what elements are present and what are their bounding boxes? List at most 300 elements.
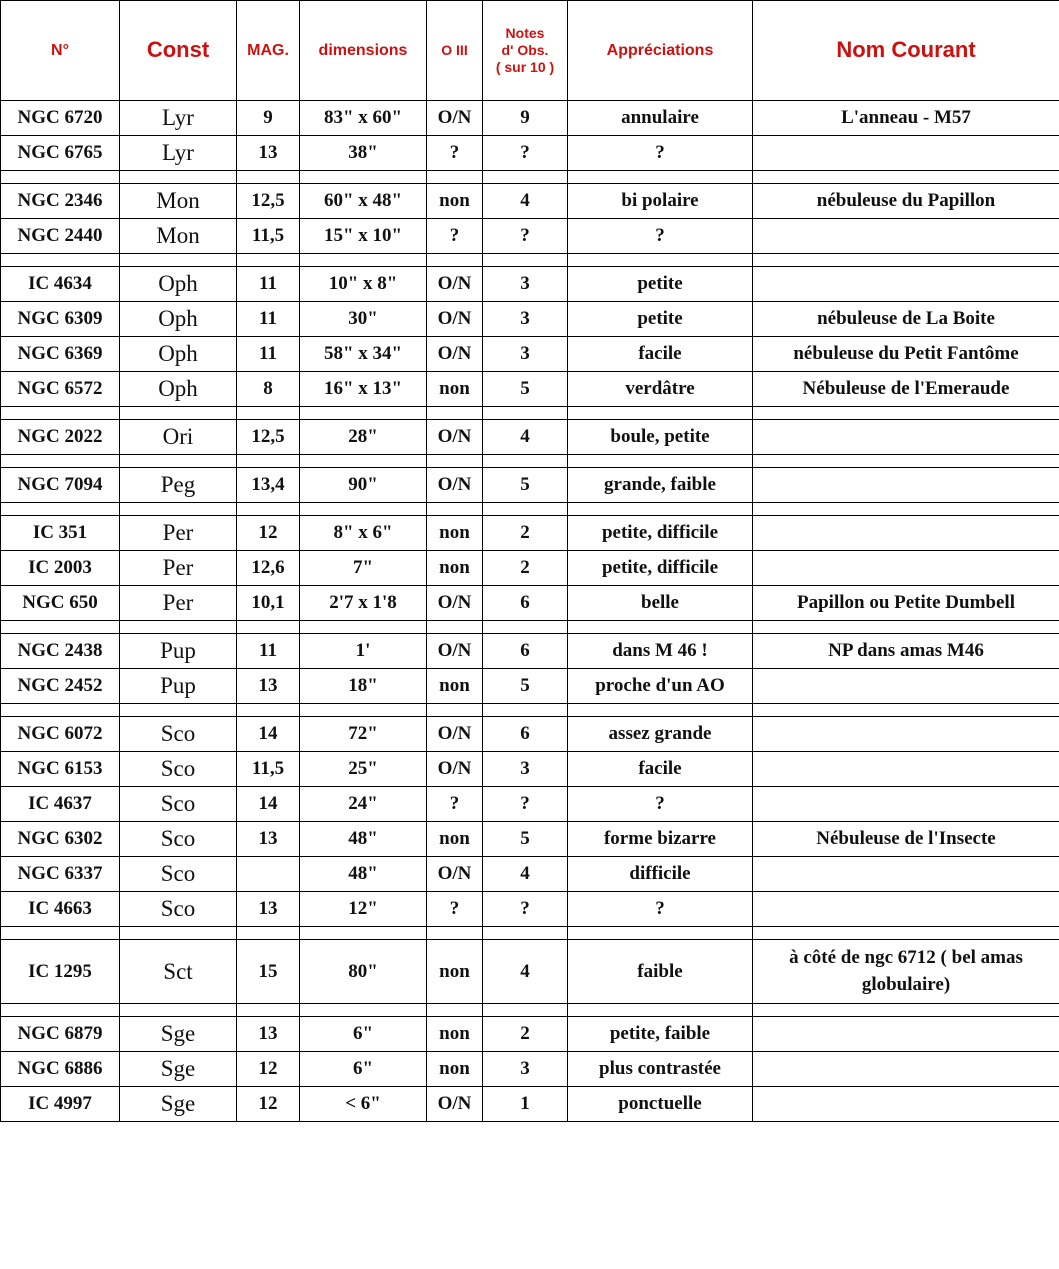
cell-const: Pup [120,634,237,669]
cell-dimensions: < 6" [300,1087,427,1122]
cell-dimensions: 10" x 8" [300,267,427,302]
cell-dimensions: 58" x 34" [300,337,427,372]
cell-dimensions: 2'7 x 1'8 [300,586,427,621]
cell-const: Sco [120,892,237,927]
cell-dimensions: 6" [300,1052,427,1087]
cell-dimensions: 72" [300,717,427,752]
cell-nom-courant: L'anneau - M57 [753,101,1059,136]
cell-note: 4 [483,857,568,892]
table-row [1,372,1059,407]
cell-dimensions: 38" [300,136,427,171]
cell-dimensions: 16" x 13" [300,372,427,407]
cell-note: 3 [483,1052,568,1087]
table-row [1,420,1059,455]
cell-nom-courant: Papillon ou Petite Dumbell [753,586,1059,621]
cell-dimensions: 90" [300,468,427,503]
cell-oiii: O/N [427,302,483,337]
cell-const: Sco [120,752,237,787]
cell-mag: 11,5 [237,219,300,254]
cell-note: 6 [483,586,568,621]
table-row [1,717,1059,752]
group-separator-row [1,927,1059,940]
table-row [1,551,1059,586]
group-separator-row [1,503,1059,516]
cell-num: NGC 2022 [1,420,120,455]
table-row [1,267,1059,302]
cell-note: 2 [483,1017,568,1052]
separator-cell [483,621,568,634]
separator-cell [753,254,1059,267]
cell-dimensions: 6" [300,1017,427,1052]
separator-cell [427,927,483,940]
cell-note: 6 [483,634,568,669]
separator-cell [237,621,300,634]
separator-cell [300,455,427,468]
cell-const: Lyr [120,136,237,171]
cell-appreciation: petite, faible [568,1017,753,1052]
separator-cell [427,455,483,468]
separator-cell [427,621,483,634]
cell-appreciation: facile [568,752,753,787]
separator-cell [483,171,568,184]
separator-cell [568,171,753,184]
cell-num: NGC 6309 [1,302,120,337]
cell-mag: 12,6 [237,551,300,586]
cell-oiii: non [427,516,483,551]
cell-note: 9 [483,101,568,136]
cell-num: IC 4663 [1,892,120,927]
separator-cell [753,621,1059,634]
cell-nom-courant [753,468,1059,503]
separator-cell [1,1004,120,1017]
cell-note: 3 [483,267,568,302]
cell-const: Per [120,516,237,551]
separator-cell [568,927,753,940]
cell-oiii: O/N [427,857,483,892]
cell-const: Sco [120,787,237,822]
group-separator-row [1,407,1059,420]
separator-cell [568,1004,753,1017]
cell-nom-courant [753,669,1059,704]
separator-cell [120,927,237,940]
separator-cell [120,621,237,634]
cell-nom-courant [753,551,1059,586]
table-row [1,892,1059,927]
cell-mag: 14 [237,787,300,822]
cell-num: NGC 6720 [1,101,120,136]
cell-dimensions: 28" [300,420,427,455]
cell-num: NGC 6765 [1,136,120,171]
cell-mag: 13,4 [237,468,300,503]
cell-oiii: O/N [427,634,483,669]
group-separator-row [1,704,1059,717]
cell-const: Sco [120,857,237,892]
cell-oiii: ? [427,787,483,822]
cell-const: Sco [120,822,237,857]
cell-oiii: O/N [427,717,483,752]
separator-cell [237,1004,300,1017]
separator-cell [1,407,120,420]
table-row [1,337,1059,372]
cell-note: 5 [483,372,568,407]
separator-cell [1,927,120,940]
separator-cell [120,1004,237,1017]
cell-num: IC 351 [1,516,120,551]
cell-mag: 11 [237,302,300,337]
cell-dimensions: 80" [300,940,427,1004]
separator-cell [1,621,120,634]
cell-nom-courant [753,267,1059,302]
cell-num: NGC 7094 [1,468,120,503]
cell-note: 1 [483,1087,568,1122]
cell-appreciation: ponctuelle [568,1087,753,1122]
cell-note: 5 [483,822,568,857]
cell-appreciation: plus contrastée [568,1052,753,1087]
cell-oiii: O/N [427,752,483,787]
table-row [1,634,1059,669]
cell-appreciation: dans M 46 ! [568,634,753,669]
cell-note: 5 [483,468,568,503]
cell-note: 3 [483,752,568,787]
separator-cell [120,254,237,267]
cell-const: Oph [120,302,237,337]
cell-appreciation: boule, petite [568,420,753,455]
group-separator-row [1,621,1059,634]
cell-appreciation: assez grande [568,717,753,752]
cell-note: ? [483,136,568,171]
cell-const: Sge [120,1052,237,1087]
cell-nom-courant [753,219,1059,254]
separator-cell [427,171,483,184]
separator-cell [427,254,483,267]
cell-appreciation: proche d'un AO [568,669,753,704]
cell-dimensions: 48" [300,857,427,892]
header-nom-courant: Nom Courant [753,1,1059,101]
separator-cell [1,503,120,516]
separator-cell [568,407,753,420]
separator-cell [120,455,237,468]
cell-mag: 11 [237,337,300,372]
table-row [1,787,1059,822]
cell-appreciation: bi polaire [568,184,753,219]
separator-cell [483,254,568,267]
separator-cell [237,704,300,717]
separator-cell [568,704,753,717]
separator-cell [237,254,300,267]
cell-oiii: ? [427,892,483,927]
header-mag: MAG. [237,1,300,101]
separator-cell [237,171,300,184]
cell-mag: 12 [237,516,300,551]
separator-cell [1,455,120,468]
separator-cell [753,1004,1059,1017]
header-oiii: O III [427,1,483,101]
separator-cell [753,503,1059,516]
table-row [1,822,1059,857]
cell-dimensions: 7" [300,551,427,586]
table-row [1,184,1059,219]
cell-num: NGC 2440 [1,219,120,254]
cell-appreciation: petite [568,267,753,302]
cell-const: Lyr [120,101,237,136]
cell-const: Sct [120,940,237,1004]
separator-cell [120,503,237,516]
cell-dimensions: 25" [300,752,427,787]
cell-dimensions: 83" x 60" [300,101,427,136]
separator-cell [753,455,1059,468]
cell-mag: 12,5 [237,420,300,455]
cell-nom-courant: NP dans amas M46 [753,634,1059,669]
cell-mag: 13 [237,136,300,171]
cell-appreciation: faible [568,940,753,1004]
cell-dimensions: 8" x 6" [300,516,427,551]
cell-mag: 9 [237,101,300,136]
table-row [1,136,1059,171]
cell-num: NGC 6302 [1,822,120,857]
separator-cell [483,455,568,468]
cell-note: 2 [483,551,568,586]
separator-cell [300,407,427,420]
cell-mag [237,857,300,892]
cell-nom-courant [753,857,1059,892]
cell-const: Sge [120,1017,237,1052]
cell-nom-courant [753,420,1059,455]
separator-cell [753,407,1059,420]
cell-appreciation: verdâtre [568,372,753,407]
cell-num: IC 4637 [1,787,120,822]
cell-num: NGC 6337 [1,857,120,892]
separator-cell [1,254,120,267]
cell-num: NGC 6072 [1,717,120,752]
separator-cell [237,927,300,940]
cell-oiii: non [427,1052,483,1087]
cell-mag: 10,1 [237,586,300,621]
cell-nom-courant: nébuleuse de La Boite [753,302,1059,337]
separator-cell [483,927,568,940]
cell-note: 6 [483,717,568,752]
separator-cell [483,704,568,717]
cell-dimensions: 1' [300,634,427,669]
cell-mag: 13 [237,1017,300,1052]
header-num: N° [1,1,120,101]
separator-cell [237,455,300,468]
cell-const: Oph [120,337,237,372]
table-row [1,302,1059,337]
header-appreciations: Appréciations [568,1,753,101]
separator-cell [753,927,1059,940]
cell-nom-courant [753,892,1059,927]
cell-nom-courant [753,752,1059,787]
cell-const: Mon [120,184,237,219]
cell-const: Oph [120,372,237,407]
table-row [1,1052,1059,1087]
cell-nom-courant: Nébuleuse de l'Insecte [753,822,1059,857]
cell-num: NGC 650 [1,586,120,621]
cell-appreciation: forme bizarre [568,822,753,857]
cell-dimensions: 12" [300,892,427,927]
cell-const: Mon [120,219,237,254]
cell-mag: 14 [237,717,300,752]
separator-cell [483,503,568,516]
table-row [1,752,1059,787]
cell-appreciation: ? [568,219,753,254]
header-const: Const [120,1,237,101]
cell-nom-courant: Nébuleuse de l'Emeraude [753,372,1059,407]
table-row [1,101,1059,136]
cell-appreciation: petite, difficile [568,551,753,586]
table-row [1,468,1059,503]
cell-num: NGC 6153 [1,752,120,787]
cell-oiii: non [427,551,483,586]
cell-num: NGC 2346 [1,184,120,219]
table-row [1,669,1059,704]
cell-oiii: non [427,940,483,1004]
separator-cell [427,407,483,420]
cell-mag: 13 [237,669,300,704]
cell-num: NGC 2438 [1,634,120,669]
cell-mag: 8 [237,372,300,407]
cell-dimensions: 15" x 10" [300,219,427,254]
cell-appreciation: ? [568,892,753,927]
cell-oiii: non [427,1017,483,1052]
header-dimensions: dimensions [300,1,427,101]
table-row [1,219,1059,254]
cell-oiii: O/N [427,1087,483,1122]
cell-appreciation: belle [568,586,753,621]
separator-cell [427,503,483,516]
separator-cell [300,621,427,634]
cell-num: NGC 6572 [1,372,120,407]
cell-note: 5 [483,669,568,704]
cell-mag: 12 [237,1087,300,1122]
cell-mag: 11 [237,634,300,669]
cell-num: IC 1295 [1,940,120,1004]
cell-num: NGC 6369 [1,337,120,372]
separator-cell [1,171,120,184]
cell-appreciation: petite, difficile [568,516,753,551]
cell-const: Per [120,551,237,586]
separator-cell [300,171,427,184]
separator-cell [483,1004,568,1017]
cell-num: IC 4634 [1,267,120,302]
cell-oiii: non [427,822,483,857]
cell-appreciation: facile [568,337,753,372]
cell-nom-courant: à côté de ngc 6712 ( bel amas globulaire) [753,940,1059,1004]
header-row [1,1,1059,101]
cell-appreciation: grande, faible [568,468,753,503]
cell-mag: 15 [237,940,300,1004]
cell-note: ? [483,219,568,254]
cell-num: NGC 2452 [1,669,120,704]
cell-nom-courant [753,1017,1059,1052]
cell-nom-courant [753,136,1059,171]
cell-dimensions: 30" [300,302,427,337]
cell-appreciation: ? [568,136,753,171]
separator-cell [753,704,1059,717]
cell-oiii: non [427,184,483,219]
cell-oiii: O/N [427,267,483,302]
cell-oiii: ? [427,136,483,171]
cell-nom-courant [753,516,1059,551]
cell-const: Pup [120,669,237,704]
table-body [1,101,1059,1122]
cell-mag: 11 [237,267,300,302]
table-row [1,516,1059,551]
separator-cell [427,704,483,717]
cell-const: Sco [120,717,237,752]
cell-note: ? [483,787,568,822]
table-row [1,857,1059,892]
cell-oiii: O/N [427,101,483,136]
cell-appreciation: difficile [568,857,753,892]
cell-note: 2 [483,516,568,551]
cell-note: 4 [483,420,568,455]
cell-appreciation: annulaire [568,101,753,136]
separator-cell [300,927,427,940]
cell-oiii: non [427,669,483,704]
separator-cell [300,254,427,267]
cell-note: 3 [483,337,568,372]
cell-appreciation: ? [568,787,753,822]
table-row [1,586,1059,621]
cell-oiii: O/N [427,337,483,372]
separator-cell [568,621,753,634]
group-separator-row [1,171,1059,184]
separator-cell [1,704,120,717]
cell-note: ? [483,892,568,927]
cell-oiii: ? [427,219,483,254]
separator-cell [300,503,427,516]
table-row [1,1087,1059,1122]
cell-dimensions: 60" x 48" [300,184,427,219]
cell-const: Peg [120,468,237,503]
separator-cell [237,503,300,516]
separator-cell [120,171,237,184]
separator-cell [427,1004,483,1017]
cell-dimensions: 18" [300,669,427,704]
separator-cell [120,407,237,420]
cell-nom-courant [753,717,1059,752]
cell-mag: 12 [237,1052,300,1087]
cell-dimensions: 24" [300,787,427,822]
cell-dimensions: 48" [300,822,427,857]
group-separator-row [1,455,1059,468]
separator-cell [300,704,427,717]
cell-mag: 13 [237,892,300,927]
group-separator-row [1,1004,1059,1017]
cell-note: 4 [483,184,568,219]
cell-num: NGC 6879 [1,1017,120,1052]
header-notes: Notes d' Obs. ( sur 10 ) [483,1,568,101]
cell-mag: 12,5 [237,184,300,219]
separator-cell [300,1004,427,1017]
cell-nom-courant: nébuleuse du Papillon [753,184,1059,219]
cell-const: Sge [120,1087,237,1122]
separator-cell [568,254,753,267]
cell-const: Oph [120,267,237,302]
cell-note: 3 [483,302,568,337]
cell-mag: 11,5 [237,752,300,787]
separator-cell [568,503,753,516]
separator-cell [753,171,1059,184]
cell-oiii: O/N [427,586,483,621]
separator-cell [483,407,568,420]
cell-nom-courant [753,1052,1059,1087]
cell-const: Ori [120,420,237,455]
cell-nom-courant [753,787,1059,822]
cell-const: Per [120,586,237,621]
group-separator-row [1,254,1059,267]
